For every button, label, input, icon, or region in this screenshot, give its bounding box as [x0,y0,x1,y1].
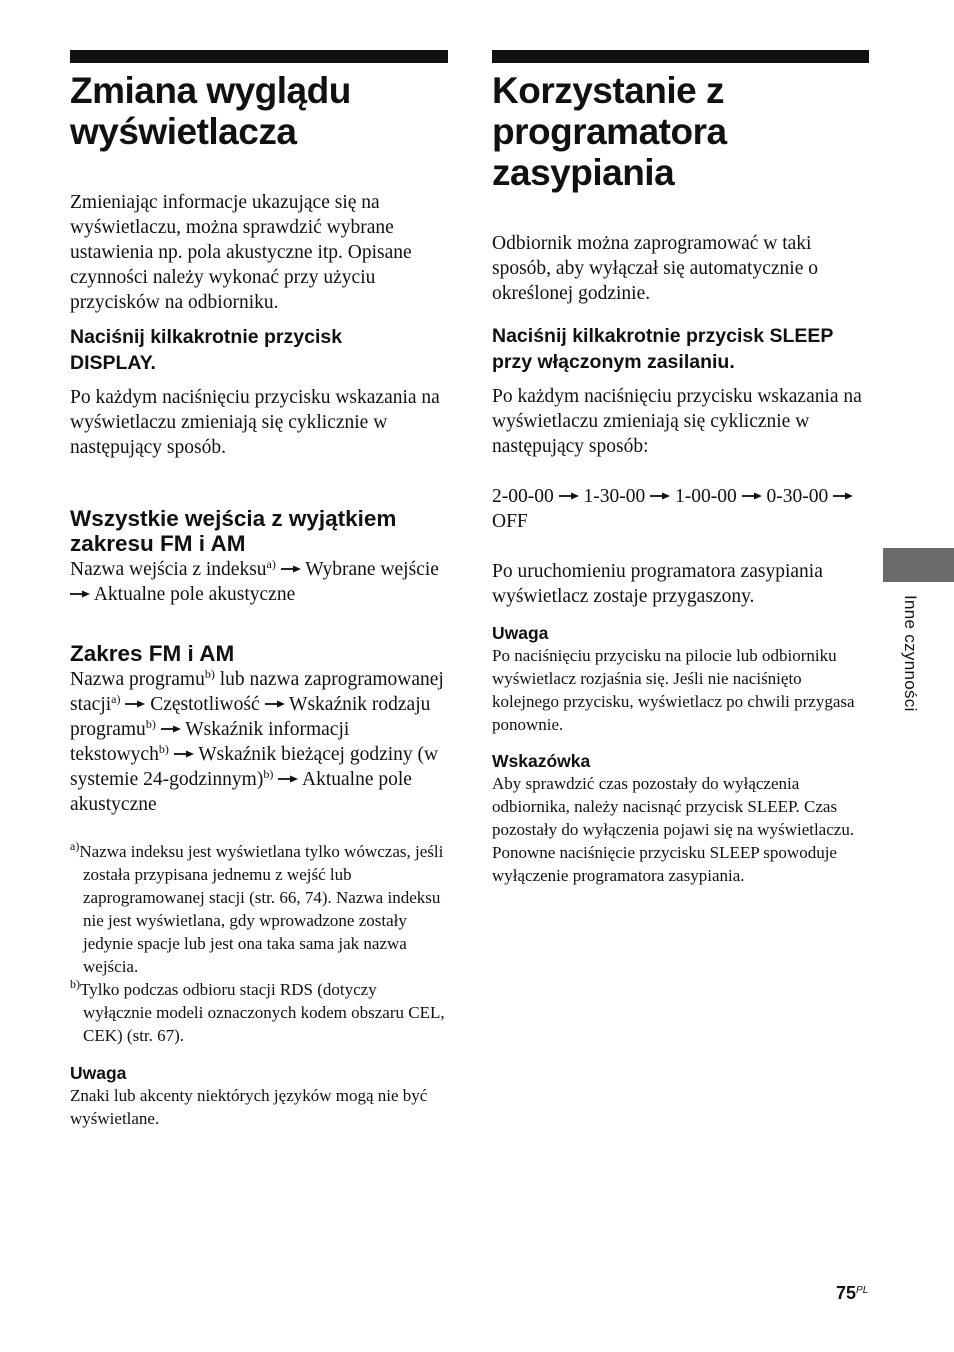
right-step: Naciśnij kilkakrotnie przycisk SLEEP przy włączonym zasilaniu. [492,325,834,373]
right-arrow-icon [281,564,301,574]
right-arrow-icon [833,491,853,501]
left-sec1-text: Nazwa wejścia z indeksu$^{a)}$ Wybrane wejście Aktualne pole akustyczne [70,557,439,605]
section-rule [492,50,869,63]
page-number: $75^{PL}$ [836,1283,869,1303]
left-note-text: Znaki lub akcenty niektórych języków mogą nie być wyświetlane. [70,1086,428,1128]
right-note-title: Uwaga [492,623,549,643]
chapter-label: Inne czynności [901,595,920,712]
right-arrow-icon [559,491,579,501]
chapter-tab [883,548,954,582]
left-step-desc: Po każdym naciśnięciu przycisku wskazania na wyświetlaczu zmieniają się cyklicznie w następujący sposób. [70,387,440,458]
right-column [492,50,869,887]
right-arrow-icon [650,491,670,501]
right-tip-title: Wskazówka [492,751,591,771]
right-arrow-icon [265,699,285,709]
left-sec2-text: Nazwa programu$^{b)}$ lub nazwa zaprogramowanej stacji$^{a)}$ Częstotliwość Wskaźnik rodzaju programu$^{b)}$ Wskaźnik informacji tekstowych$^{b)}$ Wskaźnik bieżącej godziny (w systemie 24-godzinnym)$^{b)}$ Aktualne pole akustyczne [70,667,444,815]
left-note-title: Uwaga [70,1063,127,1083]
footnote-b: $^{b)}$Tylko podczas odbioru stacji RDS (dotyczy wyłącznie modeli oznaczonych kodem obszaru CEL, CEK) (str. 67). [70,977,445,1045]
section-rule [70,50,448,63]
right-step-desc: Po każdym naciśnięciu przycisku wskazania na wyświetlaczu zmieniają się cyklicznie w następujący sposób: [492,386,862,457]
right-arrow-icon [174,749,194,759]
right-after-seq: Po uruchomieniu programatora zasypiania wyświetlacz zostaje przygaszony. [492,561,823,607]
right-arrow-icon [742,491,762,501]
right-intro: Odbiornik można zaprogramować w taki sposób, aby wyłączał się automatycznie o określonej godzinie. [492,233,818,304]
right-arrow-icon [125,699,145,709]
right-note-text: Po naciśnięciu przycisku na pilocie lub odbiorniku wyświetlacz rozjaśnia się. Jeśli nie naciśnięto kolejnego przycisku, wyświetlacz po chwili przygasa ponownie. [492,646,855,734]
left-sec1-title: Wszystkie wejścia z wyjątkiem zakresu FM i AM [70,506,397,556]
right-tip-text: Aby sprawdzić czas pozostały do wyłączenia odbiornika, należy nacisnąć przycisk SLEEP. Czas pozostały do wyłączenia pojawi się na wyświetlaczu. Ponowne naciśnięcie przycisku SLEEP spowoduje wyłączenie programatora zasypiania. [492,774,855,885]
left-sec2-title: Zakres FM i AM [70,641,235,666]
footnote-a: $^{a)}$Nazwa indeksu jest wyświetlana tylko wówczas, jeśli została przypisana jednemu z wejść lub zaprogramowanej stacji (str. 66, 74). Nazwa indeksu nie jest wyświetlana, gdy wprowadzone zostały jedynie spacje lub jest ona taka sama jak nazwa wejścia. [70,839,444,976]
left-intro: Zmieniając informacje ukazujące się na wyświetlaczu, można sprawdzić wybrane ustawienia np. pola akustyczne itp. Opisane czynności należy wykonać przy użyciu przycisków na odbiorniku. [70,192,412,313]
left-step: Naciśnij kilkakrotnie przycisk DISPLAY. [70,326,343,374]
left-title: Zmiana wyglądu wyświetlacza [70,70,351,152]
left-column [70,50,448,1130]
right-arrow-icon [70,589,90,599]
right-arrow-icon [161,724,181,734]
sleep-sequence: 2-00-00 1-30-00 1-00-00 0-30-00 OFF [492,484,869,534]
right-title: Korzystanie z programatora zasypiania [492,70,727,193]
right-arrow-icon [278,774,298,784]
